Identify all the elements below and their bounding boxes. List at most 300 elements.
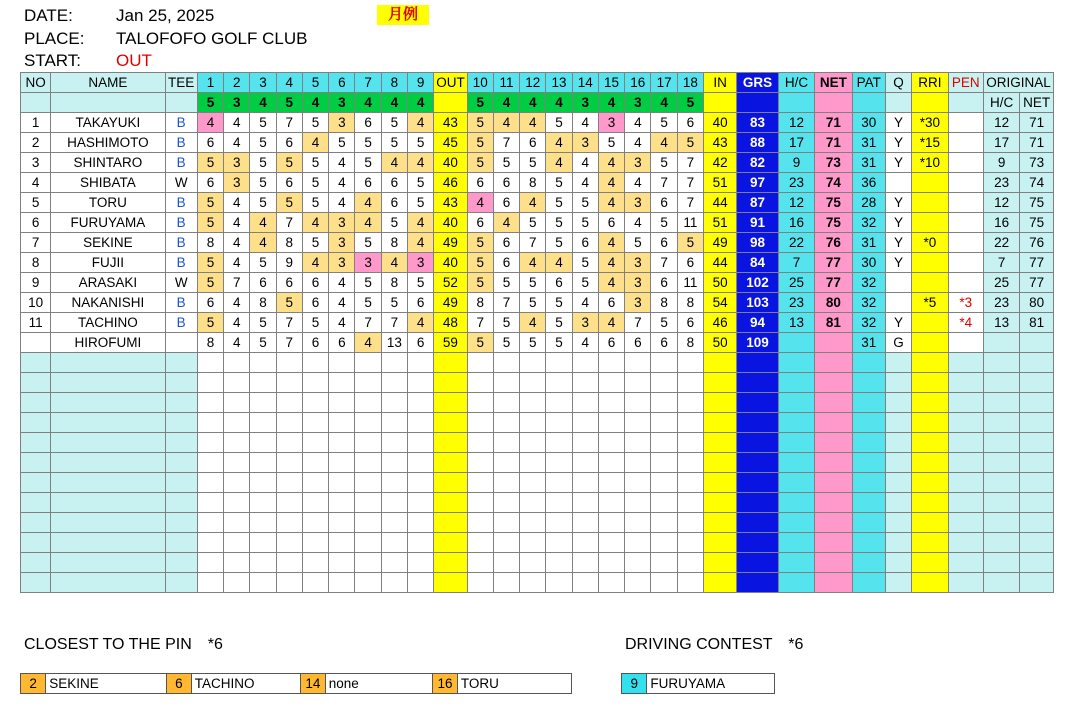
empty-cell bbox=[51, 553, 165, 573]
empty-cell bbox=[434, 473, 467, 493]
empty-cell bbox=[572, 513, 598, 533]
player-out: 40 bbox=[434, 213, 467, 233]
empty-cell bbox=[546, 433, 572, 453]
empty-cell bbox=[381, 453, 407, 473]
player-orig-net: 75 bbox=[1020, 193, 1054, 213]
hole-score: 3 bbox=[625, 153, 651, 173]
empty-cell bbox=[355, 373, 381, 393]
empty-cell bbox=[1020, 453, 1054, 473]
empty-cell bbox=[625, 553, 651, 573]
hole-score: 4 bbox=[302, 213, 328, 233]
empty-cell bbox=[51, 373, 165, 393]
empty-cell bbox=[21, 393, 51, 413]
player-orig-net: 77 bbox=[1020, 273, 1054, 293]
blank-cell bbox=[912, 93, 948, 113]
empty-cell bbox=[520, 573, 546, 593]
hole-score: 5 bbox=[250, 333, 276, 353]
empty-cell bbox=[329, 553, 355, 573]
empty-cell bbox=[302, 393, 328, 413]
player-net: 77 bbox=[815, 253, 852, 273]
empty-cell bbox=[677, 573, 703, 593]
empty-cell bbox=[276, 473, 302, 493]
empty-cell bbox=[520, 393, 546, 413]
hole-score: 4 bbox=[329, 173, 355, 193]
hole-score: 3 bbox=[407, 253, 433, 273]
hole-score: 3 bbox=[355, 253, 381, 273]
player-pen bbox=[948, 153, 983, 173]
hole-score: 5 bbox=[546, 233, 572, 253]
player-q bbox=[885, 293, 911, 313]
empty-cell bbox=[778, 473, 814, 493]
header-row bbox=[21, 73, 1054, 93]
player-handicap: 25 bbox=[778, 273, 814, 293]
date-row bbox=[24, 6, 214, 26]
empty-cell bbox=[885, 573, 911, 593]
par-cell: 5 bbox=[197, 93, 223, 113]
player-row bbox=[21, 193, 1054, 213]
hole-score: 3 bbox=[329, 253, 355, 273]
hole-score: 6 bbox=[493, 173, 519, 193]
empty-cell bbox=[329, 493, 355, 513]
hole-score: 4 bbox=[355, 213, 381, 233]
empty-cell bbox=[737, 353, 778, 373]
hole-score: 5 bbox=[250, 253, 276, 273]
player-handicap: 7 bbox=[778, 253, 814, 273]
empty-cell bbox=[677, 433, 703, 453]
hole-score: 5 bbox=[302, 313, 328, 333]
hole-score: 5 bbox=[355, 273, 381, 293]
hole-score: 7 bbox=[520, 233, 546, 253]
player-no: 7 bbox=[21, 233, 51, 253]
hole-score: 5 bbox=[520, 213, 546, 233]
player-rri bbox=[912, 253, 948, 273]
ctp-award bbox=[300, 673, 434, 694]
player-tee: B bbox=[165, 133, 197, 153]
empty-cell bbox=[912, 353, 948, 373]
empty-cell bbox=[302, 473, 328, 493]
empty-cell bbox=[815, 453, 852, 473]
player-orig-hc: 16 bbox=[983, 213, 1019, 233]
hole-score: 5 bbox=[467, 113, 493, 133]
empty-cell bbox=[625, 373, 651, 393]
date-label: DATE: bbox=[24, 6, 73, 25]
hole-score: 7 bbox=[355, 313, 381, 333]
col-header-tee: TEE bbox=[165, 73, 197, 93]
player-no bbox=[21, 333, 51, 353]
blank-cell bbox=[778, 93, 814, 113]
empty-cell bbox=[598, 413, 624, 433]
empty-cell bbox=[703, 553, 736, 573]
player-net: 73 bbox=[815, 153, 852, 173]
empty-cell bbox=[651, 513, 677, 533]
empty-cell bbox=[407, 393, 433, 413]
player-pen bbox=[948, 233, 983, 253]
player-gross: 83 bbox=[737, 113, 778, 133]
empty-cell bbox=[778, 413, 814, 433]
player-putts: 31 bbox=[852, 153, 885, 173]
hole-score: 4 bbox=[197, 113, 223, 133]
player-gross: 88 bbox=[737, 133, 778, 153]
player-out: 46 bbox=[434, 173, 467, 193]
empty-cell bbox=[355, 553, 381, 573]
empty-cell bbox=[948, 413, 983, 433]
player-tee bbox=[165, 333, 197, 353]
hole-score: 6 bbox=[302, 293, 328, 313]
empty-cell bbox=[434, 573, 467, 593]
empty-cell bbox=[948, 473, 983, 493]
hole-score: 5 bbox=[572, 253, 598, 273]
empty-cell bbox=[948, 353, 983, 373]
player-q bbox=[885, 273, 911, 293]
hole-score: 5 bbox=[493, 153, 519, 173]
empty-cell bbox=[625, 433, 651, 453]
hole-score: 5 bbox=[467, 153, 493, 173]
empty-cell bbox=[224, 373, 250, 393]
hole-score: 5 bbox=[197, 273, 223, 293]
col-header-pen: PEN bbox=[948, 73, 983, 93]
empty-cell bbox=[276, 373, 302, 393]
hole-score: 5 bbox=[467, 333, 493, 353]
player-in: 46 bbox=[703, 313, 736, 333]
empty-cell bbox=[250, 473, 276, 493]
hole-score: 6 bbox=[493, 233, 519, 253]
empty-cell bbox=[355, 493, 381, 513]
empty-cell bbox=[703, 413, 736, 433]
hole-score: 5 bbox=[520, 153, 546, 173]
hole-score: 7 bbox=[677, 193, 703, 213]
empty-cell bbox=[852, 493, 885, 513]
player-q: Y bbox=[885, 133, 911, 153]
hole-score: 4 bbox=[329, 193, 355, 213]
player-handicap: 16 bbox=[778, 213, 814, 233]
empty-cell bbox=[546, 393, 572, 413]
hole-score: 3 bbox=[625, 293, 651, 313]
empty-cell bbox=[948, 373, 983, 393]
player-gross: 97 bbox=[737, 173, 778, 193]
empty-cell bbox=[250, 533, 276, 553]
empty-cell bbox=[329, 393, 355, 413]
empty-cell bbox=[21, 573, 51, 593]
empty-cell bbox=[21, 493, 51, 513]
empty-cell bbox=[885, 373, 911, 393]
empty-row bbox=[21, 513, 1054, 533]
hole-score: 4 bbox=[329, 293, 355, 313]
ctp-hole: 6 bbox=[167, 674, 192, 693]
player-tee: B bbox=[165, 233, 197, 253]
player-putts: 31 bbox=[852, 133, 885, 153]
player-out: 40 bbox=[434, 153, 467, 173]
empty-cell bbox=[381, 433, 407, 453]
empty-cell bbox=[302, 433, 328, 453]
hole-score: 4 bbox=[329, 273, 355, 293]
player-rri: *15 bbox=[912, 133, 948, 153]
empty-cell bbox=[51, 353, 165, 373]
player-handicap: 9 bbox=[778, 153, 814, 173]
hole-score: 5 bbox=[572, 193, 598, 213]
empty-cell bbox=[651, 373, 677, 393]
player-rri bbox=[912, 173, 948, 193]
empty-cell bbox=[520, 493, 546, 513]
hole-score: 6 bbox=[467, 213, 493, 233]
player-in: 51 bbox=[703, 173, 736, 193]
par-cell: 3 bbox=[224, 93, 250, 113]
hole-score: 4 bbox=[572, 293, 598, 313]
player-net: 81 bbox=[815, 313, 852, 333]
player-gross: 91 bbox=[737, 213, 778, 233]
player-in: 54 bbox=[703, 293, 736, 313]
player-net: 74 bbox=[815, 173, 852, 193]
hole-score: 4 bbox=[625, 133, 651, 153]
hole-score: 5 bbox=[197, 253, 223, 273]
empty-cell bbox=[224, 393, 250, 413]
empty-cell bbox=[703, 473, 736, 493]
hole-score: 6 bbox=[381, 193, 407, 213]
hole-score: 7 bbox=[224, 273, 250, 293]
hole-score: 8 bbox=[467, 293, 493, 313]
empty-cell bbox=[329, 353, 355, 373]
empty-cell bbox=[651, 453, 677, 473]
empty-cell bbox=[912, 433, 948, 453]
hole-score: 5 bbox=[355, 133, 381, 153]
col-header-hole: 2 bbox=[224, 73, 250, 93]
hole-score: 4 bbox=[598, 233, 624, 253]
empty-cell bbox=[51, 453, 165, 473]
hole-score: 5 bbox=[651, 153, 677, 173]
empty-cell bbox=[815, 553, 852, 573]
empty-cell bbox=[778, 533, 814, 553]
player-name: SEKINE bbox=[51, 233, 165, 253]
empty-cell bbox=[703, 513, 736, 533]
hole-score: 13 bbox=[381, 333, 407, 353]
empty-cell bbox=[1020, 573, 1054, 593]
player-in: 50 bbox=[703, 333, 736, 353]
hole-score: 6 bbox=[250, 273, 276, 293]
empty-cell bbox=[355, 513, 381, 533]
hole-score: 4 bbox=[572, 153, 598, 173]
empty-row bbox=[21, 573, 1054, 593]
empty-row bbox=[21, 373, 1054, 393]
empty-cell bbox=[1020, 393, 1054, 413]
empty-cell bbox=[1020, 353, 1054, 373]
empty-cell bbox=[625, 453, 651, 473]
hole-score: 5 bbox=[302, 233, 328, 253]
empty-cell bbox=[1020, 373, 1054, 393]
hole-score: 5 bbox=[651, 213, 677, 233]
empty-cell bbox=[651, 553, 677, 573]
empty-cell bbox=[852, 513, 885, 533]
empty-cell bbox=[677, 393, 703, 413]
ctp-hole: 16 bbox=[433, 674, 458, 693]
par-cell: 4 bbox=[407, 93, 433, 113]
empty-cell bbox=[165, 353, 197, 373]
hole-score: 5 bbox=[546, 313, 572, 333]
hole-score: 6 bbox=[197, 293, 223, 313]
hole-score: 5 bbox=[276, 153, 302, 173]
hole-score: 5 bbox=[381, 213, 407, 233]
hole-score: 4 bbox=[407, 113, 433, 133]
empty-cell bbox=[983, 573, 1019, 593]
empty-cell bbox=[302, 513, 328, 533]
player-pen: *4 bbox=[948, 313, 983, 333]
empty-cell bbox=[598, 473, 624, 493]
hole-score: 5 bbox=[329, 133, 355, 153]
empty-cell bbox=[815, 353, 852, 373]
empty-cell bbox=[467, 573, 493, 593]
col-header-original: ORIGINAL bbox=[983, 73, 1053, 93]
hole-score: 4 bbox=[302, 133, 328, 153]
hole-score: 4 bbox=[355, 193, 381, 213]
col-header-hole: 13 bbox=[546, 73, 572, 93]
player-rri bbox=[912, 193, 948, 213]
par-cell: 4 bbox=[598, 93, 624, 113]
player-row bbox=[21, 153, 1054, 173]
player-out: 40 bbox=[434, 253, 467, 273]
col-header-hole: 10 bbox=[467, 73, 493, 93]
empty-cell bbox=[737, 493, 778, 513]
empty-cell bbox=[912, 533, 948, 553]
empty-cell bbox=[852, 413, 885, 433]
empty-cell bbox=[546, 473, 572, 493]
empty-cell bbox=[703, 453, 736, 473]
empty-cell bbox=[625, 513, 651, 533]
col-header-no: NO bbox=[21, 73, 51, 93]
hole-score: 5 bbox=[302, 153, 328, 173]
empty-cell bbox=[355, 353, 381, 373]
empty-cell bbox=[572, 493, 598, 513]
empty-cell bbox=[651, 353, 677, 373]
hole-score: 5 bbox=[381, 293, 407, 313]
start-label: START: bbox=[24, 51, 81, 70]
hole-score: 4 bbox=[572, 113, 598, 133]
hole-score: 7 bbox=[677, 173, 703, 193]
empty-cell bbox=[434, 433, 467, 453]
hole-score: 7 bbox=[651, 253, 677, 273]
player-putts: 32 bbox=[852, 273, 885, 293]
empty-cell bbox=[852, 433, 885, 453]
empty-cell bbox=[224, 553, 250, 573]
player-name: TORU bbox=[51, 193, 165, 213]
player-in: 44 bbox=[703, 193, 736, 213]
empty-cell bbox=[912, 513, 948, 533]
empty-cell bbox=[778, 353, 814, 373]
empty-cell bbox=[703, 373, 736, 393]
par-cell: 3 bbox=[625, 93, 651, 113]
hole-score: 6 bbox=[493, 253, 519, 273]
player-q: G bbox=[885, 333, 911, 353]
empty-cell bbox=[572, 373, 598, 393]
empty-cell bbox=[434, 413, 467, 433]
closest-to-pin-label: CLOSEST TO THE PIN *6 bbox=[24, 636, 223, 653]
empty-cell bbox=[224, 473, 250, 493]
empty-cell bbox=[885, 513, 911, 533]
empty-cell bbox=[625, 393, 651, 413]
col-header-hole: 12 bbox=[520, 73, 546, 93]
empty-cell bbox=[434, 513, 467, 533]
par-cell: 4 bbox=[355, 93, 381, 113]
player-orig-hc: 13 bbox=[983, 313, 1019, 333]
blank-cell bbox=[948, 93, 983, 113]
player-handicap bbox=[778, 333, 814, 353]
empty-cell bbox=[276, 413, 302, 433]
empty-cell bbox=[546, 513, 572, 533]
hole-score: 5 bbox=[407, 193, 433, 213]
hole-score: 4 bbox=[224, 333, 250, 353]
empty-cell bbox=[677, 413, 703, 433]
hole-score: 6 bbox=[651, 193, 677, 213]
empty-cell bbox=[598, 393, 624, 413]
player-orig-net: 76 bbox=[1020, 233, 1054, 253]
empty-cell bbox=[302, 453, 328, 473]
ctp-award bbox=[166, 673, 302, 694]
hole-score: 5 bbox=[651, 113, 677, 133]
empty-cell bbox=[302, 373, 328, 393]
empty-cell bbox=[625, 533, 651, 553]
player-orig-hc: 9 bbox=[983, 153, 1019, 173]
hole-score: 4 bbox=[407, 233, 433, 253]
empty-cell bbox=[598, 513, 624, 533]
empty-cell bbox=[467, 413, 493, 433]
empty-cell bbox=[546, 533, 572, 553]
empty-cell bbox=[948, 553, 983, 573]
empty-cell bbox=[983, 433, 1019, 453]
hole-score: 6 bbox=[276, 173, 302, 193]
player-row bbox=[21, 213, 1054, 233]
empty-cell bbox=[355, 413, 381, 433]
player-out: 45 bbox=[434, 133, 467, 153]
empty-cell bbox=[778, 573, 814, 593]
player-out: 49 bbox=[434, 233, 467, 253]
hole-score: 5 bbox=[250, 153, 276, 173]
player-no: 8 bbox=[21, 253, 51, 273]
empty-cell bbox=[51, 413, 165, 433]
col-header-hole: 4 bbox=[276, 73, 302, 93]
col-header-rri: RRI bbox=[912, 73, 948, 93]
hole-score: 5 bbox=[467, 133, 493, 153]
empty-cell bbox=[197, 553, 223, 573]
hole-score: 4 bbox=[329, 313, 355, 333]
col-header-name: NAME bbox=[51, 73, 165, 93]
empty-cell bbox=[302, 573, 328, 593]
player-putts: 32 bbox=[852, 313, 885, 333]
empty-cell bbox=[467, 513, 493, 533]
hole-score: 5 bbox=[546, 333, 572, 353]
hole-score: 4 bbox=[625, 213, 651, 233]
hole-score: 5 bbox=[407, 173, 433, 193]
empty-cell bbox=[276, 493, 302, 513]
ctp-hole: 2 bbox=[21, 674, 46, 693]
empty-cell bbox=[493, 453, 519, 473]
empty-cell bbox=[250, 393, 276, 413]
player-in: 49 bbox=[703, 233, 736, 253]
hole-score: 8 bbox=[381, 233, 407, 253]
player-orig-hc bbox=[983, 333, 1019, 353]
empty-cell bbox=[493, 433, 519, 453]
par-row bbox=[21, 93, 1054, 113]
hole-score: 3 bbox=[329, 113, 355, 133]
player-net: 75 bbox=[815, 213, 852, 233]
empty-cell bbox=[1020, 493, 1054, 513]
empty-cell bbox=[983, 413, 1019, 433]
empty-cell bbox=[815, 573, 852, 593]
empty-cell bbox=[737, 433, 778, 453]
hole-score: 5 bbox=[467, 253, 493, 273]
player-row bbox=[21, 113, 1054, 133]
empty-cell bbox=[546, 373, 572, 393]
empty-cell bbox=[520, 553, 546, 573]
hole-score: 6 bbox=[355, 173, 381, 193]
player-orig-net: 77 bbox=[1020, 253, 1054, 273]
player-net: 76 bbox=[815, 233, 852, 253]
